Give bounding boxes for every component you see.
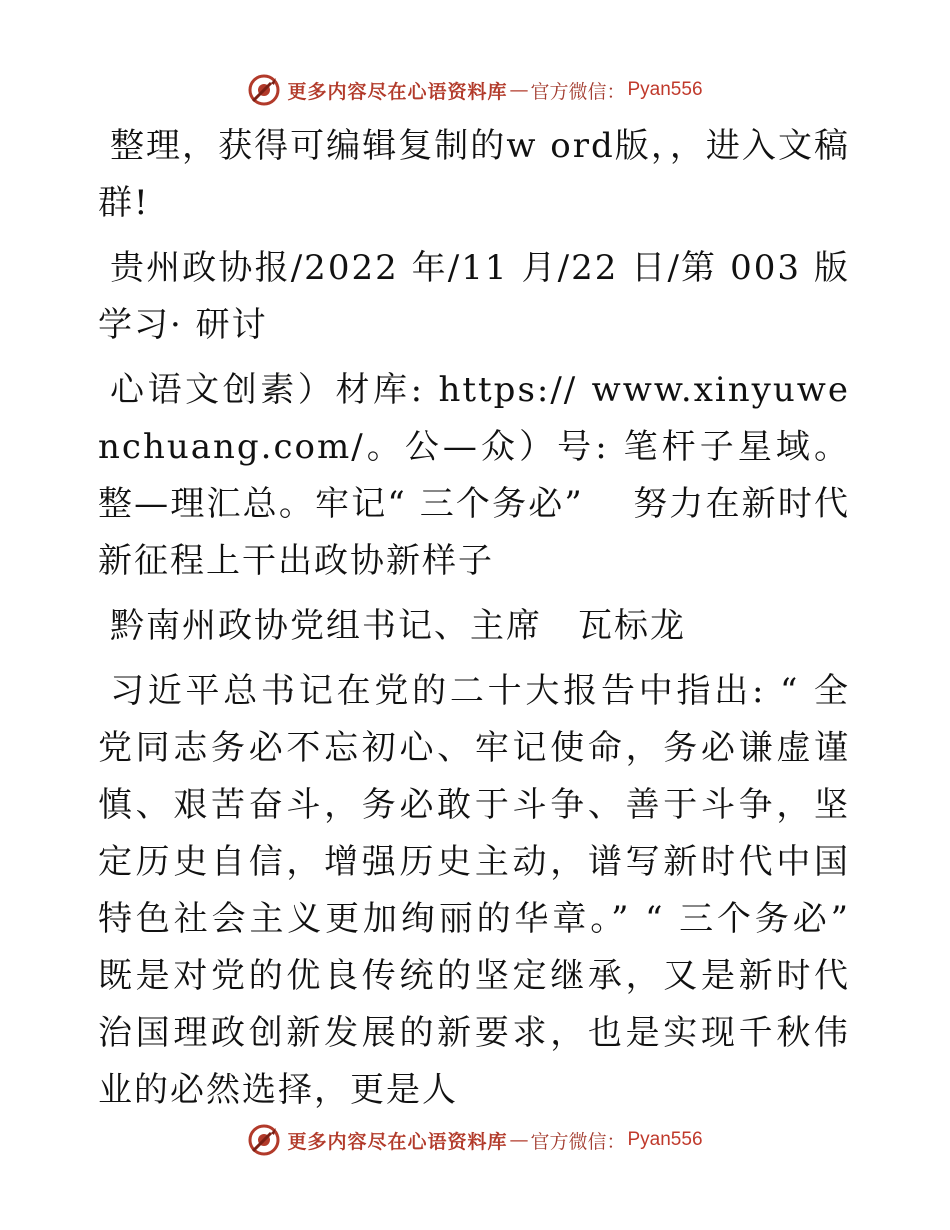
paragraph-source: 贵州政协报/2022 年/11 月/22 日/第 003 版学习· 研讨 (98, 248, 850, 345)
banner-wechat-label: 官方微信： (530, 1130, 626, 1153)
banner-wechat-id: Pyan556 (627, 1129, 703, 1150)
paragraph-author: 黔南州政协党组书记、主席 瓦标龙 (110, 606, 686, 646)
brand-logo-icon (247, 73, 281, 107)
footer-banner (0, 1120, 950, 1160)
banner-wechat-id: Pyan556 (627, 79, 703, 100)
banner-dash: — (509, 1129, 529, 1151)
header-banner (0, 70, 950, 110)
banner-brand-text: 更多内容尽在心语资料库 (287, 80, 508, 103)
document-body (98, 118, 850, 1136)
banner-brand-text: 更多内容尽在心语资料库 (287, 1130, 508, 1153)
paragraph-body: 习近平总书记在党的二十大报告中指出: “ 全党同志务必不忘初心、牢记使命，务必谦虚谨慎、艰苦奋斗，务必敢于斗争、善于斗争，坚定历史自信，增强历史主动，谱写新时代中国特色社会主义更加绚丽的华章。” “ 三个务必” 既是对党的优良传统的坚定继承，又是新时代治国理政创新发展的新要求，也是实现千秋伟业的必然选择，更是人 (98, 671, 850, 1110)
banner-dash: — (509, 79, 529, 101)
brand-logo-icon (247, 1123, 281, 1157)
banner-wechat-label: 官方微信： (530, 80, 626, 103)
paragraph-title: 心语文创素）材库: https:// www.xinyuwenchuang.com/。公—众）号: 笔杆子星域。整—理汇总。牢记“ 三个务必” 努力在新时代新征程上干出政协新样子 (98, 370, 850, 581)
paragraph-intro: 整理，获得可编辑复制的w ord版，，进入文稿群! (98, 126, 850, 223)
